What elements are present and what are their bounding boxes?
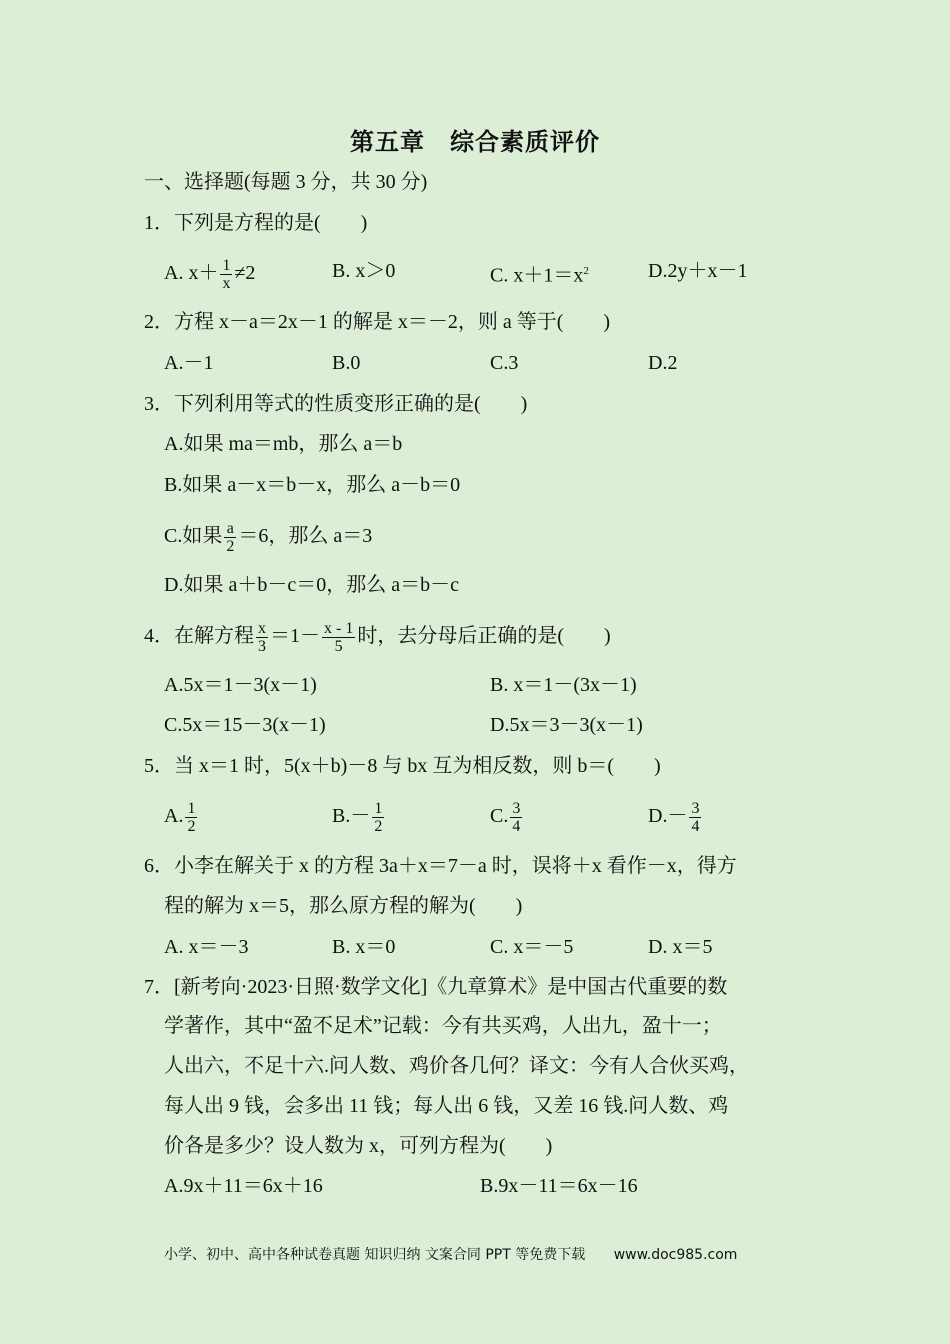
page-title: 第五章 综合素质评价 <box>350 130 600 156</box>
fraction: $\frac{1}{2}$ <box>187 800 196 835</box>
footer-website-link[interactable]: www.doc985.com <box>613 1247 738 1263</box>
question-6-option-b: B. x＝0 <box>332 936 396 958</box>
question-3-option-b: B.如果 a－x＝b－x，那么 a－b＝0 <box>164 474 461 496</box>
question-1-stem: 1．下列是方程的是( ) <box>144 212 368 234</box>
question-1-option-c: C. $x+1=x^2$ <box>490 264 589 287</box>
question-7-stem-line-4: 每人出 9 钱，会多出 11 钱；每人出 6 钱，又差 16 钱.问人数、鸡 <box>164 1095 729 1117</box>
question-2-option-b: B.0 <box>332 352 361 374</box>
question-2-option-a: A.－1 <box>164 352 214 374</box>
question-1-option-a: A. x＋ $\frac{1}{x}$ ≠2 <box>164 257 256 292</box>
question-3-option-a: A.如果 ma＝mb，那么 a＝b <box>164 433 403 455</box>
fraction: $\frac{x}{3}$ <box>258 620 266 655</box>
fraction: $\frac{a}{2}$ <box>226 520 235 555</box>
question-1-option-d: D.2y＋x－1 <box>648 260 748 282</box>
question-3-stem: 3．下列利用等式的性质变形正确的是( ) <box>144 393 528 415</box>
question-5-option-d: D.－ $\frac{3}{4}$ <box>648 800 700 835</box>
question-4-stem: 4．在解方程 $\frac{x}{3}$ ＝1－ $\frac{x - 1}{5}$ 时，去分母后正确的是( ) <box>144 620 611 655</box>
question-6-stem-line-1: 6．小李在解关于 x 的方程 3a＋x＝7－a 时，误将＋x 看作－x，得方 <box>144 855 737 877</box>
question-2-stem: 2．方程 x－a＝2x－1 的解是 x＝－2，则 a 等于( ) <box>144 311 611 333</box>
fraction: $\frac{3}{4}$ <box>512 800 521 835</box>
question-3-option-d: D.如果 a＋b－c＝0，那么 a＝b－c <box>164 574 459 596</box>
question-5-option-c: C. $\frac{3}{4}$ <box>490 800 521 835</box>
question-5-option-a: A. $\frac{1}{2}$ <box>164 800 196 835</box>
question-6-option-c: C. x＝－5 <box>490 936 574 958</box>
question-3-option-c: C.如果 $\frac{a}{2}$ ＝6，那么 a＝3 <box>164 520 373 555</box>
question-7-stem-line-2: 学著作，其中“盈不足术”记载：今有共买鸡，人出九，盈十一； <box>164 1015 722 1037</box>
question-7-stem-line-3: 人出六，不足十六.问人数、鸡价各几何？译文：今有人合伙买鸡， <box>164 1055 749 1077</box>
question-7-stem-line-5: 价各是多少？设人数为 x，可列方程为( ) <box>164 1135 553 1157</box>
question-4-option-b: B. x＝1－(3x－1) <box>490 674 637 696</box>
question-6-option-a: A. x＝－3 <box>164 936 249 958</box>
footer-promo-text: 小学、初中、高中各种试卷真题 知识归纳 文案合同 PPT 等免费下载 <box>164 1247 586 1263</box>
question-6-stem-line-2: 程的解为 x＝5，那么原方程的解为( ) <box>164 895 523 917</box>
question-5-stem: 5．当 x＝1 时，5(x＋b)－8 与 bx 互为相反数，则 b＝( ) <box>144 755 661 777</box>
question-4-option-c: C.5x＝15－3(x－1) <box>164 714 326 736</box>
fraction: $\frac{3}{4}$ <box>691 800 700 835</box>
question-5-option-b: B.－ $\frac{1}{2}$ <box>332 800 383 835</box>
question-4-option-d: D.5x＝3－3(x－1) <box>490 714 643 736</box>
question-7-option-a: A.9x＋11＝6x＋16 <box>164 1175 323 1197</box>
question-6-option-d: D. x＝5 <box>648 936 713 958</box>
question-4-option-a: A.5x＝1－3(x－1) <box>164 674 317 696</box>
question-1-option-b: B. x＞0 <box>332 260 396 282</box>
question-7-option-b: B.9x－11＝6x－16 <box>480 1175 638 1197</box>
section-heading: 一、选择题(每题 3 分，共 30 分) <box>144 171 428 193</box>
question-2-option-d: D.2 <box>648 352 678 374</box>
question-7-stem-line-1: 7．[新考向·2023·日照·数学文化]《九章算术》是中国古代重要的数 <box>144 976 728 998</box>
fraction: $\frac{1}{2}$ <box>374 800 383 835</box>
question-2-option-c: C.3 <box>490 352 519 374</box>
fraction: $\frac{1}{x}$ <box>222 257 231 292</box>
footer <box>164 1244 761 1264</box>
fraction: $\frac{x - 1}{5}$ <box>324 620 354 655</box>
